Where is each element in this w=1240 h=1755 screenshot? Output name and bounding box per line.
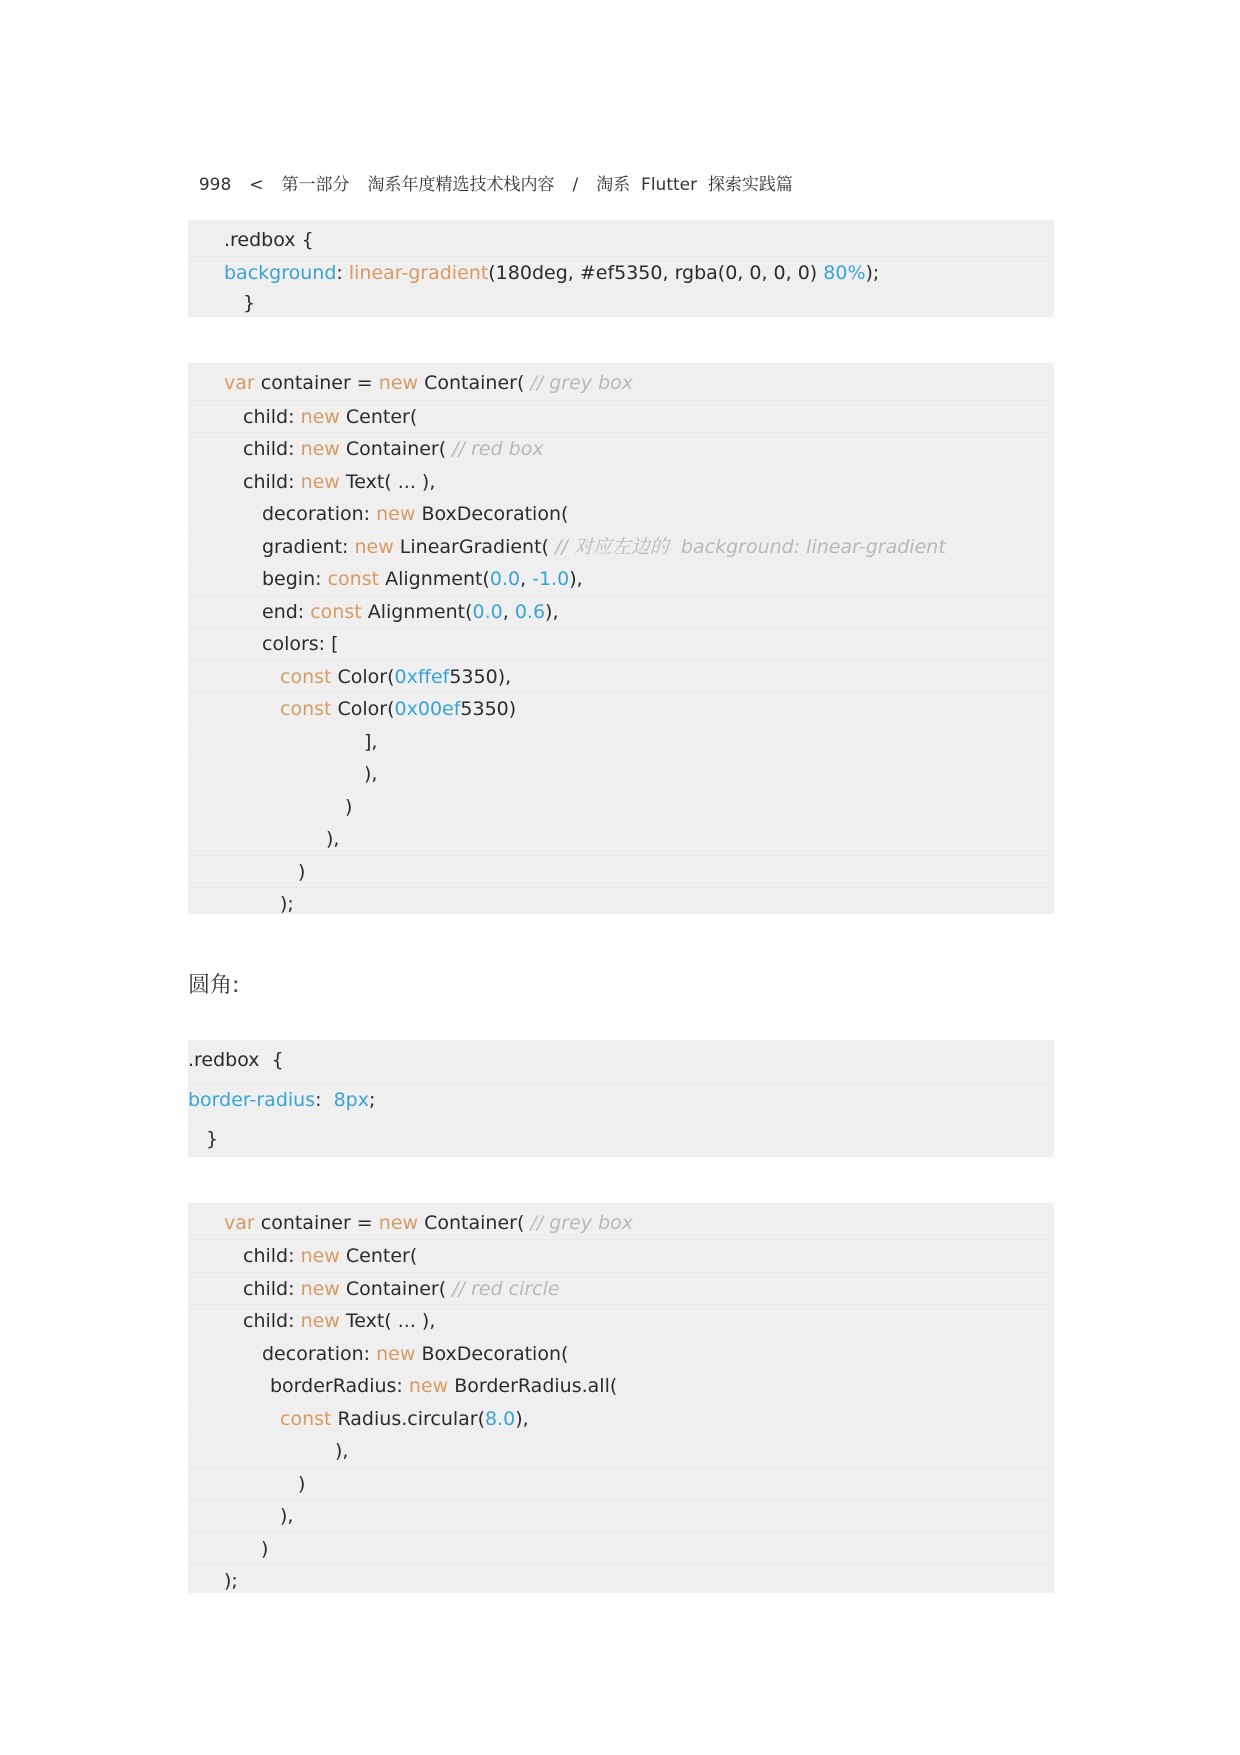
code-token-keyword: var <box>224 1212 255 1234</box>
code-token-keyword: new <box>354 536 394 558</box>
code-token-text: ), <box>280 1505 294 1527</box>
code-token-text: container = <box>254 372 379 394</box>
code-token-comment: // 对应左边的 background: linear-gradient <box>555 536 946 558</box>
code-line <box>188 367 1054 399</box>
code-line <box>188 224 1054 256</box>
code-token-comment: // red circle <box>452 1278 560 1300</box>
code-token-text: ) <box>298 1473 306 1495</box>
code-line <box>188 1304 1054 1337</box>
header-chapter: 淘系 Flutter 探索实践篇 <box>596 175 793 195</box>
code-token-text: Container( <box>418 372 531 394</box>
code-line <box>188 595 1054 628</box>
code-line <box>188 1532 1054 1565</box>
code-token-number: 0xffef <box>394 666 450 688</box>
code-token-keyword: new <box>378 372 419 394</box>
header-book: 淘系年度精选技术栈内容 <box>367 175 555 195</box>
code-line <box>188 497 1054 530</box>
code-token-keyword: var <box>224 372 255 394</box>
code-line <box>188 757 1054 790</box>
code-token-text: Text( ... ), <box>339 1310 436 1332</box>
code-token-text: end: <box>262 601 311 623</box>
code-token-text: child: <box>243 438 301 460</box>
code-token-text: child: <box>243 1310 301 1332</box>
code-token-text: ), <box>326 828 340 850</box>
code-line <box>188 1369 1054 1402</box>
code-token-keyword: linear-gradient <box>348 262 489 284</box>
code-line <box>188 286 1054 319</box>
code-token-keyword: new <box>300 1310 340 1332</box>
code-line <box>188 692 1054 725</box>
code-line <box>188 1207 1054 1239</box>
code-line <box>188 887 1054 920</box>
code-token-comment: // red box <box>452 438 544 460</box>
code-line <box>188 1122 1054 1155</box>
code-token-text: child: <box>243 471 301 493</box>
code-token-text: BoxDecoration( <box>415 1343 569 1365</box>
code-token-property: border-radius <box>188 1089 316 1111</box>
code-token-text: Center( <box>339 1245 418 1267</box>
code-token-number: 0x00ef <box>394 698 461 720</box>
code-token-keyword: const <box>310 601 362 623</box>
code-token-text: child: <box>243 1278 301 1300</box>
code-token-text: ) <box>298 861 306 883</box>
code-token-text: ); <box>280 893 294 915</box>
code-token-text: borderRadius: <box>270 1375 409 1397</box>
code-line <box>188 1083 1054 1116</box>
code-token-text: colors: [ <box>262 633 339 655</box>
code-line <box>188 660 1054 693</box>
code-token-text: ), <box>545 601 559 623</box>
code-line <box>188 1272 1054 1305</box>
code-line <box>188 530 1054 563</box>
code-line <box>188 400 1054 433</box>
code-token-text: ; <box>369 1089 376 1111</box>
code-token-text: Container( <box>339 438 453 460</box>
page-header <box>188 150 811 195</box>
code-line <box>188 790 1054 823</box>
code-token-text: Color( <box>331 666 395 688</box>
code-line <box>188 1499 1054 1532</box>
code-line <box>188 1337 1054 1370</box>
code-token-keyword: new <box>300 1278 340 1300</box>
code-token-text: ), <box>364 763 378 785</box>
code-token-text: , <box>520 568 533 590</box>
code-token-text: Alignment( <box>379 568 490 590</box>
code-token-comment: // grey box <box>530 372 634 394</box>
code-token-text: ) <box>345 796 353 818</box>
code-token-text: ], <box>364 731 378 753</box>
code-line <box>188 1434 1054 1467</box>
code-line <box>188 1564 1054 1597</box>
dart-gradient-code-block <box>188 363 1054 914</box>
code-token-text: child: <box>243 1245 301 1267</box>
code-token-keyword: new <box>300 471 340 493</box>
code-token-text: ), <box>335 1440 349 1462</box>
code-line <box>188 725 1054 758</box>
header-slash: / <box>572 175 579 195</box>
code-line <box>188 822 1054 855</box>
css-gradient-code-block <box>188 220 1054 317</box>
code-token-text: (180deg, #ef5350, rgba(0, 0, 0, 0) <box>488 262 824 284</box>
code-token-text: Container( <box>339 1278 453 1300</box>
section-title: 圆角: <box>188 973 240 998</box>
code-token-text: ); <box>224 1570 238 1592</box>
code-token-keyword: new <box>300 1245 340 1267</box>
code-token-number: 0.0 <box>472 601 503 623</box>
code-token-text: 5350) <box>460 698 517 720</box>
code-token-text: child: <box>243 406 301 428</box>
code-token-text: : <box>336 262 349 284</box>
code-token-number: -1.0 <box>532 568 570 590</box>
code-token-text: Radius.circular( <box>331 1408 486 1430</box>
code-token-text: Container( <box>418 1212 531 1234</box>
code-token-keyword: const <box>280 1408 332 1430</box>
code-line <box>188 256 1054 289</box>
code-token-text: Center( <box>339 406 418 428</box>
code-token-text: Alignment( <box>361 601 473 623</box>
code-token-text: ) <box>261 1538 269 1560</box>
code-line <box>188 627 1054 660</box>
code-token-text: decoration: <box>262 1343 377 1365</box>
code-token-text: ); <box>865 262 880 284</box>
code-line <box>188 1239 1054 1272</box>
code-token-text: ), <box>569 568 583 590</box>
code-line <box>188 432 1054 465</box>
code-token-number: 0.6 <box>514 601 546 623</box>
code-token-keyword: const <box>280 698 332 720</box>
code-token-text: decoration: <box>262 503 377 525</box>
code-token-keyword: new <box>300 438 340 460</box>
code-token-text: } <box>206 1128 219 1150</box>
code-line <box>188 1467 1054 1500</box>
code-token-text: .redbox { <box>224 229 314 251</box>
code-token-number: 0.0 <box>489 568 521 590</box>
code-line <box>188 1044 1054 1076</box>
code-token-keyword: const <box>280 666 332 688</box>
code-line <box>188 1402 1054 1435</box>
code-token-property: background <box>224 262 337 284</box>
code-token-keyword: new <box>378 1212 419 1234</box>
code-token-number: 8px <box>333 1089 369 1111</box>
code-token-text: BorderRadius.all( <box>448 1375 618 1397</box>
code-token-text: .redbox { <box>188 1049 284 1071</box>
code-line <box>188 562 1054 595</box>
code-token-text: begin: <box>262 568 328 590</box>
code-token-number: 8.0 <box>485 1408 516 1430</box>
code-token-keyword: new <box>376 503 416 525</box>
code-token-text: Color( <box>331 698 395 720</box>
code-token-number: 80% <box>823 262 866 284</box>
header-separator: < <box>249 175 264 195</box>
header-part: 第一部分 <box>281 175 350 195</box>
code-line <box>188 855 1054 888</box>
code-token-text: } <box>243 292 256 314</box>
code-line <box>188 465 1054 498</box>
code-token-text: Text( ... ), <box>339 471 436 493</box>
code-token-text: : <box>315 1089 334 1111</box>
code-token-keyword: const <box>327 568 380 590</box>
css-radius-code-block <box>188 1040 1054 1157</box>
code-token-text: ), <box>515 1408 529 1430</box>
code-token-text: 5350), <box>449 666 512 688</box>
code-token-text: , <box>502 601 515 623</box>
dart-radius-code-block <box>188 1203 1054 1593</box>
code-token-text: gradient: <box>262 536 355 558</box>
code-token-text: LinearGradient( <box>393 536 556 558</box>
code-token-comment: // grey box <box>530 1212 634 1234</box>
code-token-text: container = <box>254 1212 379 1234</box>
code-token-text: BoxDecoration( <box>415 503 569 525</box>
code-token-keyword: new <box>408 1375 449 1397</box>
code-token-keyword: new <box>300 406 340 428</box>
code-token-keyword: new <box>376 1343 416 1365</box>
page-number: 998 <box>198 175 232 195</box>
